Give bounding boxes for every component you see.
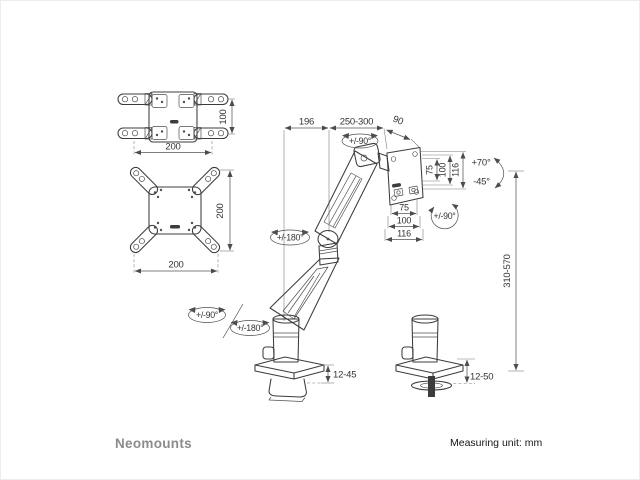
dimension-vesa-horizontal	[385, 198, 423, 241]
dim-label-grommet-thickness: 12-50	[470, 371, 494, 383]
rotation-label-upper: +/-180°	[276, 232, 304, 243]
dim-label-pole-offset: 196	[298, 116, 315, 128]
dimension-height-range	[502, 171, 524, 371]
dim-label-plate1-width: 200	[165, 141, 181, 153]
dim-label-vesa-h-116: 116	[397, 228, 411, 239]
dim-label-plate1-height: 100	[218, 109, 229, 125]
dim-label-reach: 250-300	[339, 116, 374, 128]
dim-label-vesa-h-100: 100	[396, 215, 412, 226]
dim-label-vesa-h-75: 75	[399, 202, 409, 213]
tilt-label-down: -45°	[473, 176, 490, 188]
dim-label-vesa-v-100: 100	[437, 162, 448, 178]
rotation-label-base-swivel: +/-90°	[195, 310, 219, 320]
dim-label-depth: 90	[391, 113, 405, 128]
brand-logo: Neomounts	[115, 436, 192, 451]
product-diagram	[1, 1, 640, 480]
vesa-head-plate	[385, 148, 466, 242]
dim-label-height-range: 310-570	[502, 254, 513, 288]
center-slot	[170, 225, 180, 229]
tilt-label-up: +70°	[471, 157, 491, 169]
c-clamp	[269, 379, 306, 397]
rotation-label-base-rotate: +/-180°	[236, 323, 264, 333]
arm-head	[353, 143, 381, 168]
dim-label-plate2-width: 200	[168, 259, 184, 271]
dimension-vesa-vertical	[421, 152, 466, 190]
tension-knob	[263, 347, 274, 359]
rotation-label-vesa: +/-90°	[433, 211, 456, 221]
dim-label-plate2-height: 200	[215, 203, 226, 219]
vesa-adapter-plate-200x200	[128, 165, 234, 274]
dim-label-vesa-v-116: 116	[450, 163, 461, 177]
dim-label-vesa-v-75: 75	[424, 165, 435, 175]
center-slot	[170, 120, 179, 124]
rotation-label-head: +/-90°	[348, 136, 372, 146]
measuring-unit-note: Measuring unit: mm	[450, 437, 543, 449]
grommet-mount	[396, 315, 493, 397]
grommet-bolt	[428, 376, 435, 397]
dim-label-clamp-thickness: 12-45	[333, 369, 357, 381]
desk-clamp-base	[255, 357, 356, 402]
dimension-grommet	[448, 359, 493, 384]
grommet-pole	[412, 319, 438, 362]
vesa-adapter-plate-100x200	[118, 92, 235, 156]
lift-pole	[273, 319, 299, 362]
